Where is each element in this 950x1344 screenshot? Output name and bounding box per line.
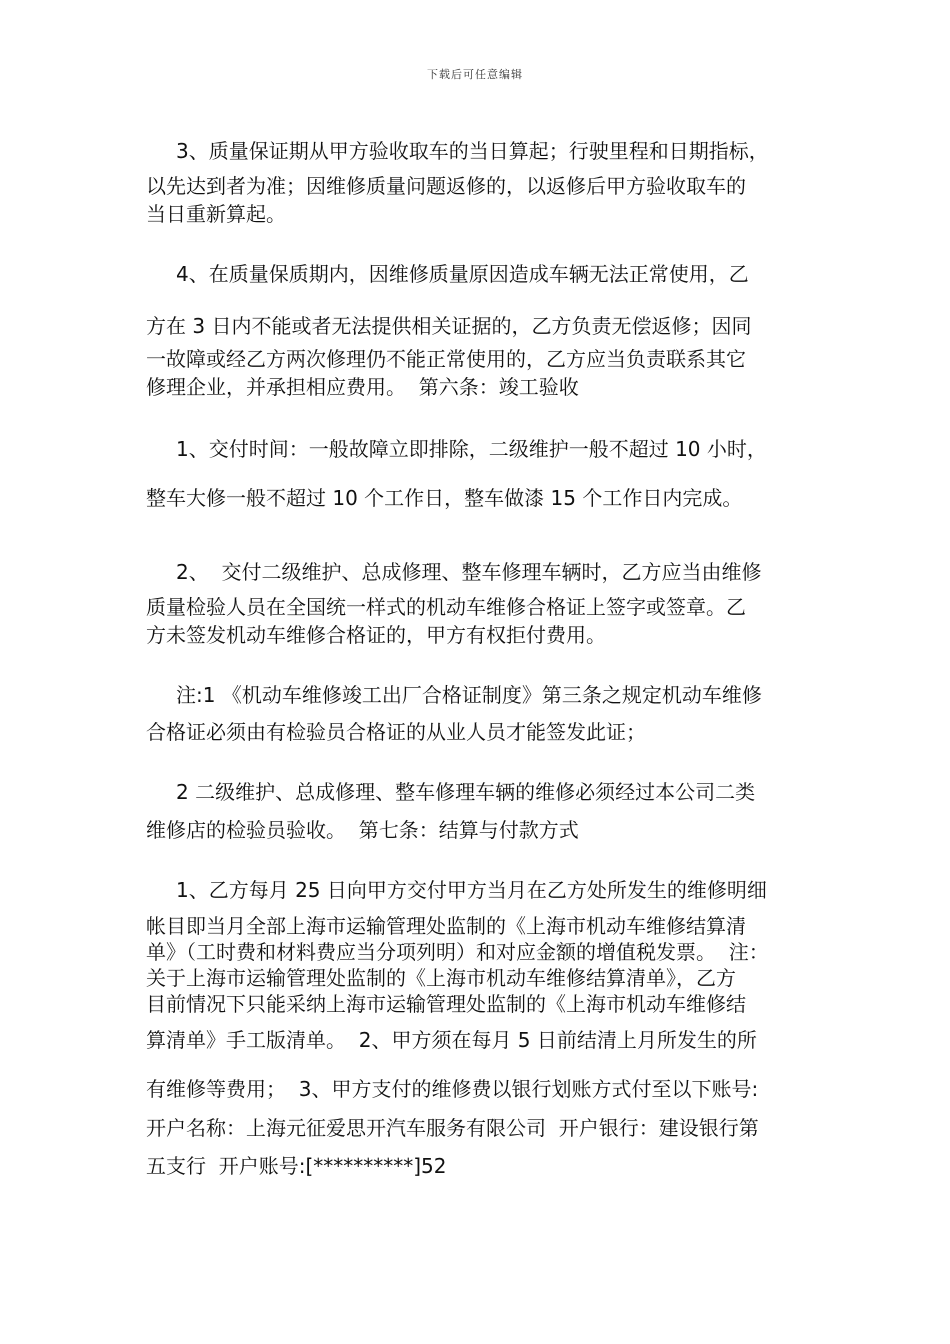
text-line: 开户名称：上海元征爱思开汽车服务有限公司 开户银行：建设银行第: [146, 1116, 759, 1140]
text-line: 方在 3 日内不能或者无法提供相关证据的，乙方负责无偿返修；因同: [146, 314, 752, 338]
text-line: 以先达到者为准；因维修质量问题返修的，以返修后甲方验收取车的: [146, 174, 746, 198]
text-line: 有维修等费用； 3、甲方支付的维修费以银行划账方式付至以下账号:: [146, 1077, 759, 1101]
text-line: 方未签发机动车维修合格证的，甲方有权拒付费用。: [146, 623, 606, 647]
text-line: 质量检验人员在全国统一样式的机动车维修合格证上签字或签章。乙: [146, 595, 746, 619]
text-line: 维修店的检验员验收。 第七条：结算与付款方式: [146, 818, 579, 842]
text-line: 一故障或经乙方两次修理仍不能正常使用的，乙方应当负责联系其它: [146, 347, 746, 371]
text-line: 单》（工时费和材料费应当分项列明）和对应金额的增值税发票。 注：: [146, 940, 769, 964]
page-header: 下载后可任意编辑: [427, 68, 523, 81]
text-line: 目前情况下只能采纳上海市运输管理处监制的《上海市机动车维修结: [146, 992, 746, 1016]
text-line: 2、 交付二级维护、总成修理、整车修理车辆时，乙方应当由维修: [176, 560, 762, 584]
text-line: 1、交付时间：一般故障立即排除，二级维护一般不超过 10 小时，: [176, 437, 767, 461]
text-line: 关于上海市运输管理处监制的《上海市机动车维修结算清单》，乙方: [146, 966, 736, 990]
text-line: 五支行 开户账号:[**********]52: [146, 1154, 447, 1178]
text-line: 当日重新算起。: [146, 202, 286, 226]
text-line: 注:1 《机动车维修竣工出厂合格证制度》第三条之规定机动车维修: [176, 683, 762, 707]
text-line: 合格证必须由有检验员合格证的从业人员才能签发此证；: [146, 720, 646, 744]
text-line: 4、在质量保质期内，因维修质量原因造成车辆无法正常使用，乙: [176, 262, 749, 286]
text-line: 修理企业，并承担相应费用。 第六条：竣工验收: [146, 375, 579, 399]
text-line: 3、质量保证期从甲方验收取车的当日算起；行驶里程和日期指标，: [176, 139, 769, 163]
text-line: 1、乙方每月 25 日向甲方交付甲方当月在乙方处所发生的维修明细: [176, 878, 767, 902]
text-line: 整车大修一般不超过 10 个工作日，整车做漆 15 个工作日内完成。: [146, 486, 743, 510]
text-line: 帐目即当月全部上海市运输管理处监制的《上海市机动车维修结算清: [146, 914, 746, 938]
text-line: 算清单》手工版清单。 2、甲方须在每月 5 日前结清上月所发生的所: [146, 1028, 757, 1052]
text-line: 2 二级维护、总成修理、整车修理车辆的维修必须经过本公司二类: [176, 780, 756, 804]
